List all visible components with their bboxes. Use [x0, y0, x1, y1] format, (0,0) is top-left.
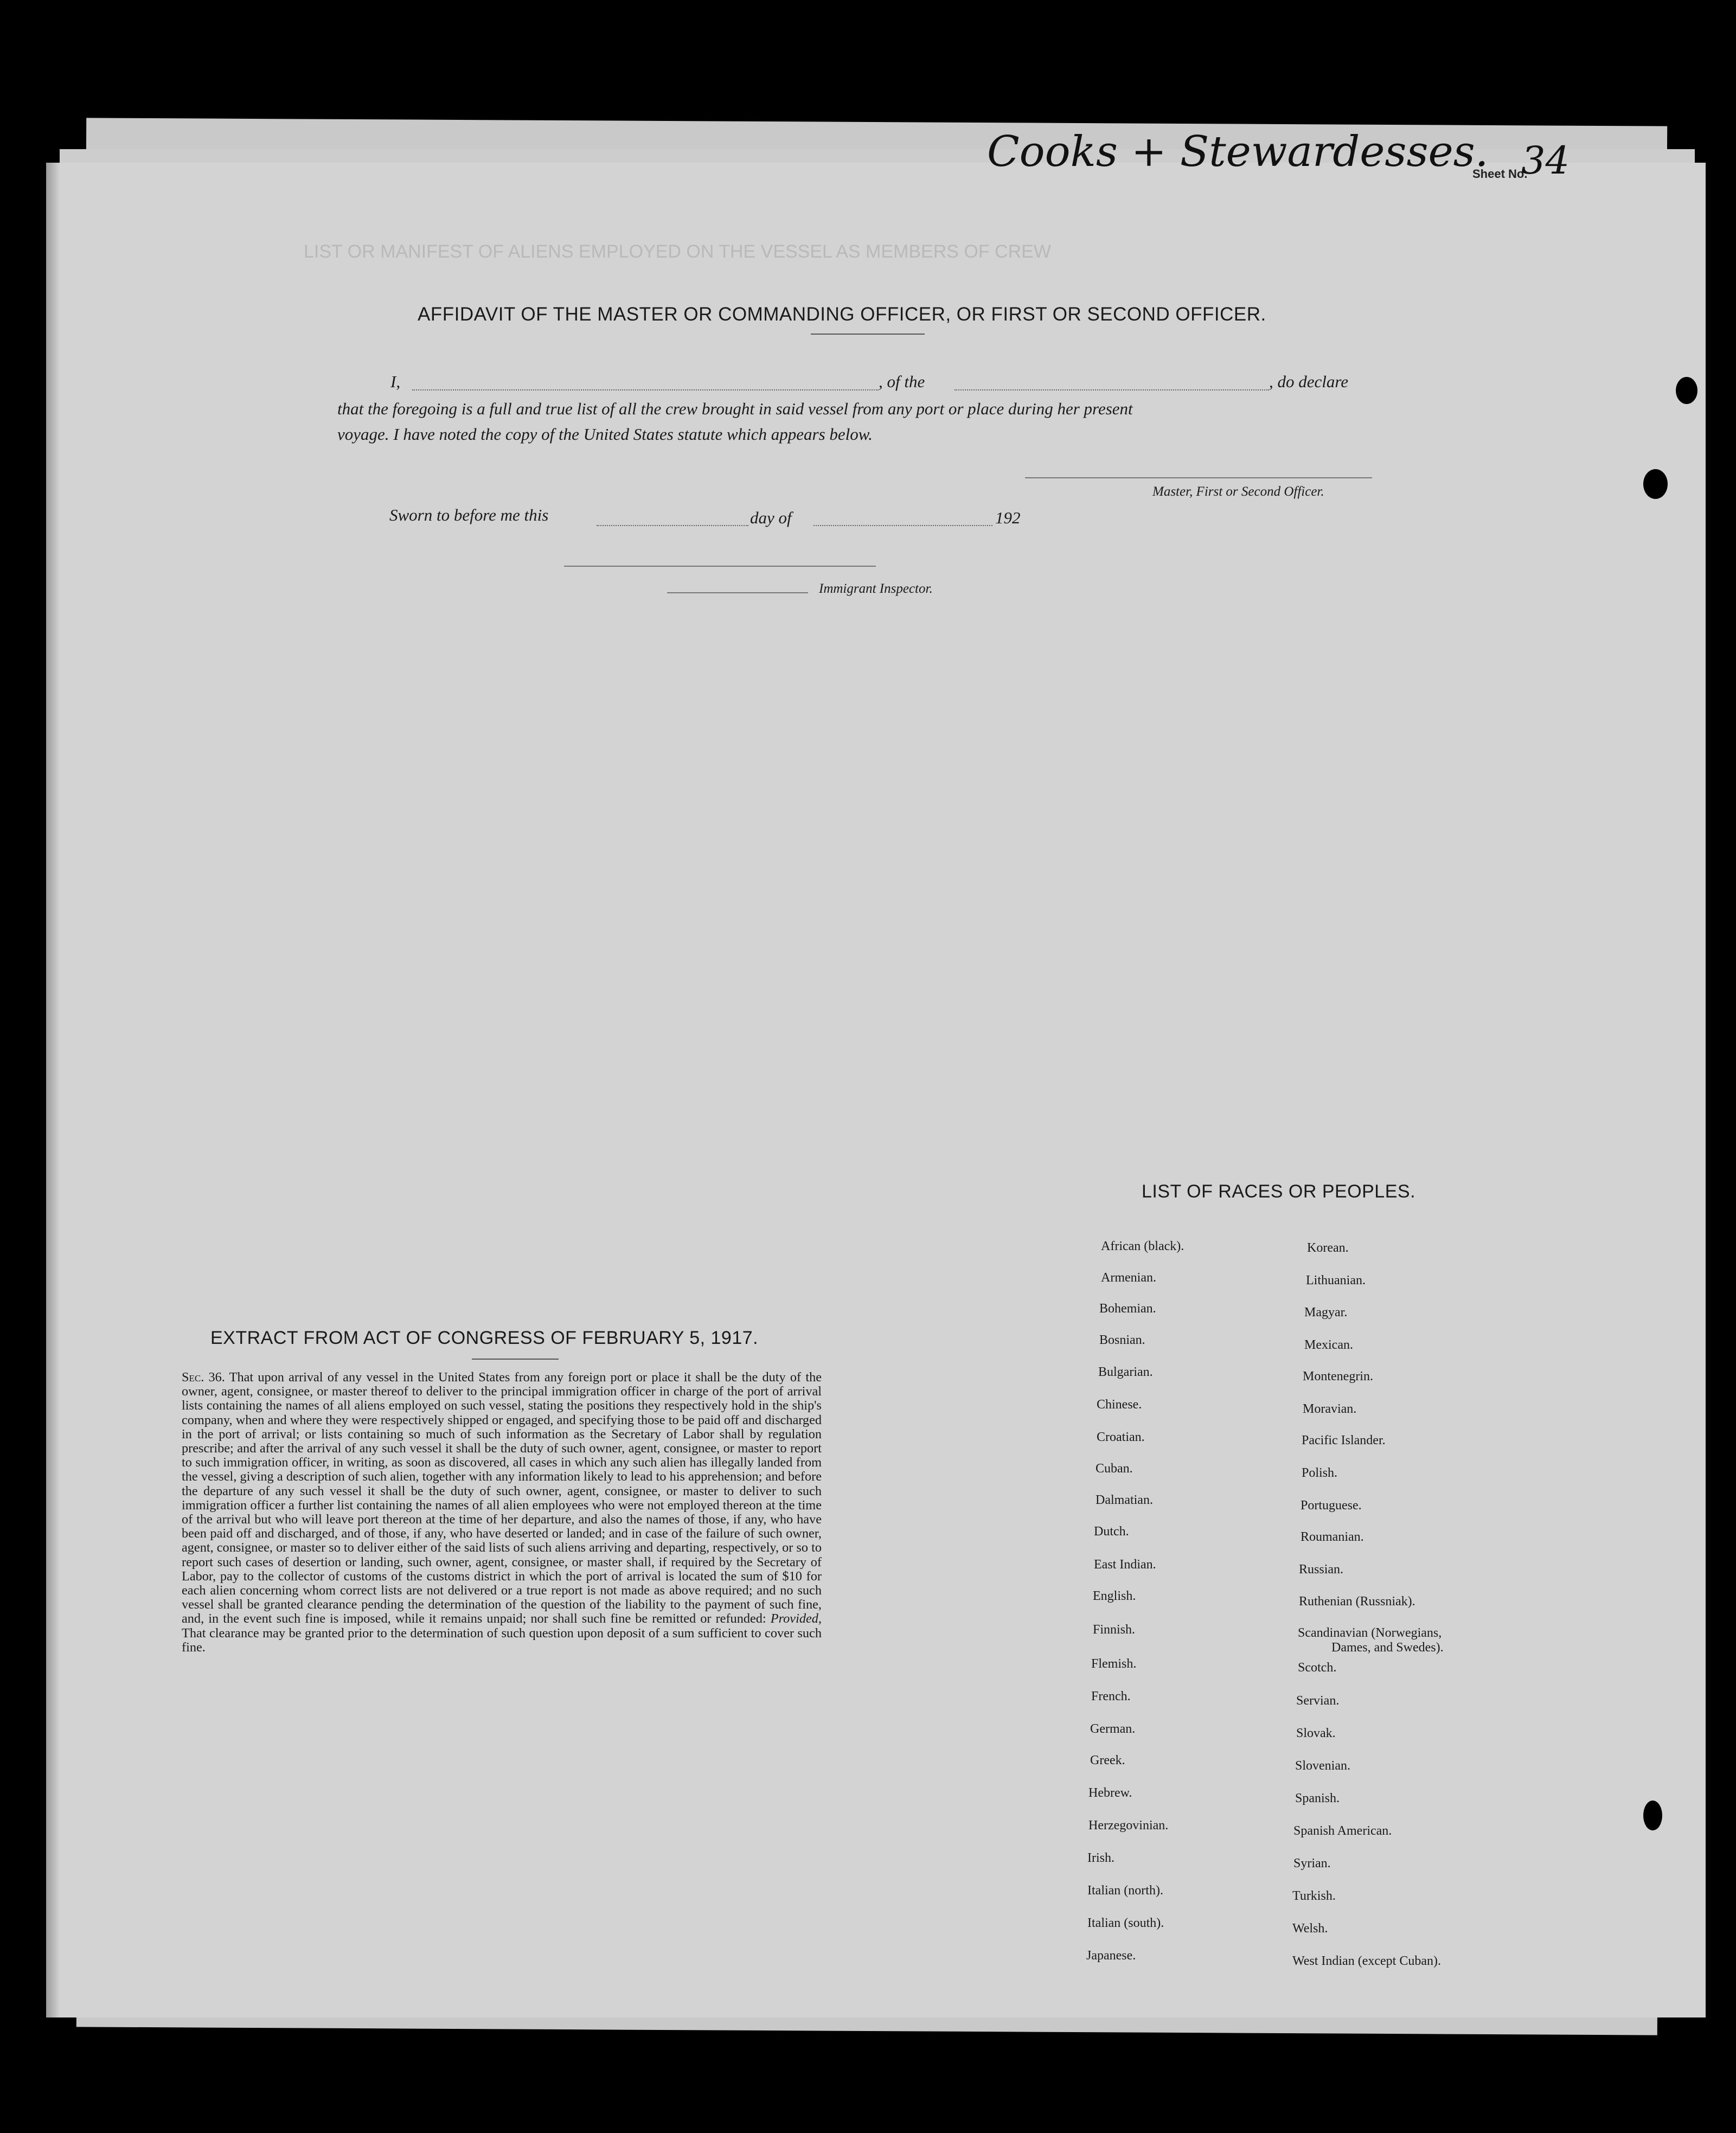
- race-left: Greek.: [1090, 1753, 1125, 1767]
- race-left: Bosnian.: [1099, 1333, 1145, 1347]
- section-label: Sec. 36.: [182, 1370, 225, 1385]
- affidavit-line2: that the foregoing is a full and true list of all the crew brought in said vessel from any port or place during her present: [337, 399, 1133, 418]
- race-left: Dutch.: [1094, 1525, 1129, 1539]
- race-left: Bulgarian.: [1098, 1365, 1153, 1379]
- race-left: Chinese.: [1097, 1398, 1142, 1412]
- race-left: English.: [1093, 1589, 1136, 1603]
- race-left: East Indian.: [1094, 1558, 1156, 1572]
- affidavit-line3: voyage. I have noted the copy of the United States statute which appears below.: [337, 425, 873, 444]
- race-right: Roumanian.: [1301, 1530, 1364, 1544]
- affidavit-i: I,: [390, 372, 401, 391]
- page-edge-shadow: [46, 163, 60, 2017]
- race-left: Hebrew.: [1088, 1786, 1132, 1800]
- title-rule: [811, 334, 925, 335]
- race-right: Spanish.: [1295, 1791, 1340, 1805]
- race-left: Bohemian.: [1099, 1302, 1156, 1316]
- extract-title: EXTRACT FROM ACT OF CONGRESS OF FEBRUARY 5, 1917.: [210, 1328, 759, 1348]
- sworn-text: Sworn to before me this: [389, 505, 549, 524]
- punch-hole: [1643, 1801, 1662, 1830]
- signature-line: [1025, 477, 1372, 478]
- race-right: Scotch.: [1298, 1661, 1337, 1675]
- manifest-page: [46, 163, 1706, 2017]
- month-blank: [813, 525, 992, 526]
- handwritten-note: Cooks + Stewardesses.: [987, 127, 1489, 176]
- affidavit-of-the: , of the: [879, 372, 925, 391]
- race-left: Dalmatian.: [1096, 1493, 1153, 1507]
- inspector-line-2: [667, 592, 808, 593]
- race-right: Magyar.: [1304, 1305, 1348, 1319]
- extract-rule: [472, 1359, 559, 1360]
- race-right: Welsh.: [1292, 1921, 1328, 1936]
- race-right: Ruthenian (Russniak).: [1299, 1594, 1415, 1609]
- day-blank: [597, 525, 748, 526]
- inspector-line-1: [564, 566, 876, 567]
- races-title: LIST OF RACES OR PEOPLES.: [1142, 1181, 1416, 1202]
- race-right: Portuguese.: [1301, 1498, 1362, 1513]
- race-left: Flemish.: [1091, 1657, 1137, 1671]
- vessel-blank: [955, 389, 1269, 390]
- punch-hole: [1643, 469, 1668, 499]
- affidavit-declare: , do declare: [1269, 372, 1349, 391]
- race-left: Croatian.: [1097, 1430, 1145, 1444]
- race-right: Montenegrin.: [1303, 1369, 1373, 1383]
- day-of-text: day of: [750, 508, 792, 527]
- race-right: Turkish.: [1292, 1889, 1336, 1903]
- race-left: Irish.: [1087, 1851, 1114, 1865]
- race-right: Pacific Islander.: [1302, 1433, 1386, 1447]
- race-right: Servian.: [1296, 1694, 1340, 1708]
- name-blank: [412, 389, 879, 390]
- race-left: Cuban.: [1096, 1462, 1133, 1476]
- race-left: African (black).: [1101, 1239, 1184, 1253]
- affidavit-title: AFFIDAVIT OF THE MASTER OR COMMANDING OFFICER, OR FIRST OR SECOND OFFICER.: [418, 304, 1266, 325]
- proviso-label: Provided,: [770, 1611, 822, 1626]
- race-right: Russian.: [1299, 1562, 1344, 1577]
- proviso-text: That clearance may be granted prior to the determination of such question upon deposit of a sum sufficient to cover such fine.: [182, 1625, 822, 1655]
- race-left: Finnish.: [1093, 1623, 1136, 1637]
- race-left: Herzegovinian.: [1088, 1818, 1169, 1833]
- race-right: West Indian (except Cuban).: [1292, 1954, 1441, 1968]
- race-right: Korean.: [1307, 1241, 1349, 1255]
- race-right: Syrian.: [1293, 1856, 1331, 1871]
- punch-hole: [1676, 377, 1697, 404]
- race-left: German.: [1090, 1722, 1136, 1736]
- race-right: Polish.: [1302, 1466, 1338, 1480]
- race-right: Slovenian.: [1295, 1759, 1350, 1773]
- sheet-number: 34: [1521, 138, 1570, 183]
- race-left: Japanese.: [1086, 1949, 1136, 1963]
- inspector-caption: Immigrant Inspector.: [819, 581, 933, 596]
- race-right: Lithuanian.: [1306, 1273, 1366, 1288]
- race-right: Slovak.: [1296, 1726, 1336, 1740]
- signature-caption: Master, First or Second Officer.: [1152, 484, 1324, 499]
- race-left: French.: [1091, 1689, 1131, 1703]
- race-right-continued: Dames, and Swedes).: [1331, 1641, 1444, 1655]
- race-right: Spanish American.: [1293, 1824, 1392, 1838]
- act-text: [182, 1370, 822, 1655]
- act-body: That upon arrival of any vessel in the United States from any foreign port or place it shall be the duty of the owner, agent, consignee, or master thereof to deliver to the principal immigration officer in charge of the port of arrival lists containing the names of all aliens employed on such vessel, stating the positions they respectively hold in the ship's company, when and where they were respectively shipped or engaged, and specifying those to be paid off and discharged in the port of arrival; or lists containing so much of such information as the Secretary of Labor shall by regulation prescribe; and after the arrival of any such vessel it shall be the duty of such owner, agent, consignee, or master to report to such immigration officer, in writing, as soon as discovered, all cases in which any such alien has illegally landed from the vessel, giving a description of such alien, together with any information likely to lead to his apprehension; and before the departure of any such vessel it shall be the duty of such owner, agent, consignee, or master to deliver to such immigration officer a further list containing the names of all alien employees who were not employed thereon at the time of the arrival but who will leave port thereon at the time of her departure, and also the names of those, if any, who have been paid off and discharged, and of those, if any, who have deserted or landed; and in case of the failure of such owner, agent, consignee, or master so to deliver either of the said lists of such aliens arriving and departing, respectively, or so to report such cases of desertion or landing, such owner, agent, consignee, or master shall, if required by the Secretary of Labor, pay to the collector of customs of the customs district in which the port of arrival is located the sum of $10 for each alien concerning whom correct lists are not delivered or a true report is not made as above required; and no such vessel shall be granted clearance pending the determination of the question of the liability to the payment of such fine, and, in the event such fine is imposed, while it remains unpaid; nor shall such fine be remitted or refunded:: [182, 1370, 822, 1626]
- race-right: Scandinavian (Norwegians,: [1298, 1626, 1442, 1640]
- year-text: 192: [995, 508, 1021, 527]
- race-left: Armenian.: [1101, 1271, 1156, 1285]
- race-left: Italian (north).: [1087, 1884, 1163, 1898]
- sheet-number-label: Sheet No.: [1472, 167, 1528, 181]
- race-left: Italian (south).: [1087, 1916, 1164, 1930]
- race-right: Moravian.: [1303, 1402, 1357, 1416]
- race-right: Mexican.: [1304, 1338, 1353, 1352]
- bleed-through-text: LIST OR MANIFEST OF ALIENS EMPLOYED ON THE VESSEL AS MEMBERS OF CREW: [304, 241, 1051, 262]
